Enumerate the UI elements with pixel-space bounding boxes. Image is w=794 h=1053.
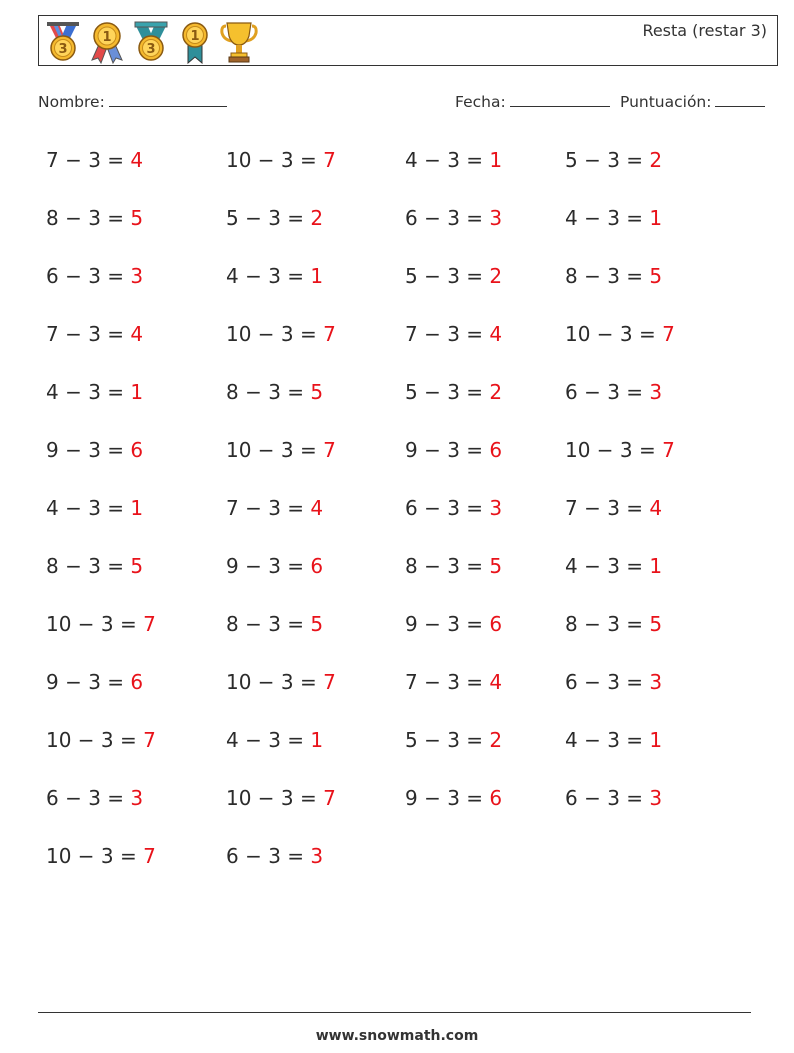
problem-question: 4 − 3 = — [46, 380, 131, 404]
problem-answer: 1 — [649, 206, 663, 230]
problem-question: 4 − 3 = — [46, 496, 131, 520]
problem-item — [405, 612, 502, 636]
svg-text:3: 3 — [146, 42, 156, 57]
problem-answer: 5 — [130, 554, 144, 578]
problem-question: 9 − 3 = — [405, 786, 490, 810]
problem-answer: 3 — [310, 844, 324, 868]
problem-item — [46, 206, 143, 230]
problem-question: 5 − 3 = — [405, 380, 490, 404]
problem-answer: 7 — [143, 844, 156, 868]
name-label: Nombre: — [38, 93, 105, 111]
problem-answer: 6 — [489, 438, 503, 462]
problem-item — [565, 438, 675, 462]
svg-text:3: 3 — [58, 42, 68, 57]
medal-1-ribbon-icon — [87, 20, 127, 64]
date-field — [455, 92, 610, 111]
problem-answer: 4 — [489, 670, 503, 694]
problem-answer: 3 — [489, 496, 503, 520]
problem-answer: 1 — [310, 264, 324, 288]
problem-answer: 7 — [143, 612, 156, 636]
problem-item — [226, 786, 336, 810]
problem-item — [405, 380, 502, 404]
svg-text:1: 1 — [190, 29, 200, 44]
medal-3-icon — [43, 20, 83, 64]
problem-question: 8 − 3 = — [226, 612, 311, 636]
problem-question: 6 − 3 = — [565, 786, 650, 810]
problem-item — [226, 380, 323, 404]
problem-question: 10 − 3 = — [226, 786, 324, 810]
problem-answer: 2 — [489, 380, 503, 404]
problem-item — [226, 670, 336, 694]
problem-answer: 7 — [662, 438, 675, 462]
problem-answer: 3 — [130, 264, 144, 288]
problem-answer: 3 — [649, 786, 663, 810]
problem-answer: 4 — [310, 496, 324, 520]
problem-item — [405, 322, 502, 346]
problem-answer: 4 — [649, 496, 663, 520]
problem-question: 9 − 3 = — [46, 670, 131, 694]
problem-answer: 1 — [310, 728, 324, 752]
problem-item — [226, 322, 336, 346]
problem-item — [565, 670, 662, 694]
problem-question: 10 − 3 = — [565, 438, 663, 462]
problem-item — [46, 148, 143, 172]
problem-item — [405, 670, 502, 694]
problem-answer: 7 — [323, 322, 336, 346]
problem-answer: 7 — [662, 322, 675, 346]
problem-item — [565, 728, 662, 752]
problem-item — [565, 612, 662, 636]
name-field — [38, 92, 227, 111]
problem-item — [405, 786, 502, 810]
problem-answer: 6 — [489, 612, 503, 636]
problem-question: 4 − 3 = — [226, 264, 311, 288]
problem-question: 6 − 3 = — [565, 670, 650, 694]
problem-question: 8 − 3 = — [405, 554, 490, 578]
problem-item — [565, 554, 662, 578]
problem-item — [226, 844, 323, 868]
problem-question: 5 − 3 = — [405, 728, 490, 752]
problem-item — [226, 496, 323, 520]
problem-answer: 7 — [323, 670, 336, 694]
date-blank[interactable] — [510, 92, 610, 107]
problem-answer: 7 — [143, 728, 156, 752]
problem-question: 10 − 3 = — [226, 148, 324, 172]
problem-answer: 1 — [489, 148, 503, 172]
problem-item — [226, 728, 323, 752]
problem-answer: 5 — [489, 554, 503, 578]
problem-question: 6 − 3 = — [46, 786, 131, 810]
problem-answer: 6 — [310, 554, 324, 578]
problem-item — [565, 264, 662, 288]
problem-question: 5 − 3 = — [565, 148, 650, 172]
problem-question: 10 − 3 = — [226, 670, 324, 694]
problem-answer: 5 — [310, 612, 324, 636]
problem-item — [46, 438, 143, 462]
worksheet-header — [38, 15, 778, 66]
problem-answer: 6 — [130, 438, 144, 462]
problem-item — [405, 496, 502, 520]
problem-item — [226, 438, 336, 462]
problem-answer: 4 — [489, 322, 503, 346]
problem-item — [226, 612, 323, 636]
score-blank[interactable] — [715, 92, 765, 107]
problem-answer: 2 — [310, 206, 324, 230]
problem-item — [226, 148, 336, 172]
problem-question: 5 − 3 = — [226, 206, 311, 230]
trophy-icon — [219, 20, 259, 64]
svg-text:1: 1 — [102, 30, 112, 45]
problem-item — [226, 206, 323, 230]
problem-answer: 2 — [489, 264, 503, 288]
problem-question: 9 − 3 = — [226, 554, 311, 578]
problem-answer: 5 — [130, 206, 144, 230]
problem-item — [226, 264, 323, 288]
problem-answer: 3 — [489, 206, 503, 230]
problem-item — [565, 206, 662, 230]
problem-item — [46, 264, 143, 288]
problem-question: 4 − 3 = — [405, 148, 490, 172]
problem-item — [565, 496, 662, 520]
problem-item — [565, 322, 675, 346]
problem-item — [46, 728, 156, 752]
problem-answer: 4 — [130, 148, 144, 172]
problem-question: 8 − 3 = — [46, 554, 131, 578]
problem-answer: 7 — [323, 786, 336, 810]
problem-question: 7 − 3 = — [46, 148, 131, 172]
problem-question: 4 − 3 = — [565, 206, 650, 230]
problem-answer: 4 — [130, 322, 144, 346]
problem-question: 9 − 3 = — [46, 438, 131, 462]
problem-question: 8 − 3 = — [46, 206, 131, 230]
problem-question: 4 − 3 = — [565, 554, 650, 578]
problem-answer: 5 — [649, 264, 663, 288]
problem-question: 6 − 3 = — [226, 844, 311, 868]
problem-question: 6 − 3 = — [46, 264, 131, 288]
problem-question: 10 − 3 = — [46, 844, 144, 868]
problem-answer: 1 — [649, 728, 663, 752]
problem-item — [405, 728, 502, 752]
score-field — [620, 92, 765, 111]
problem-item — [46, 322, 143, 346]
problem-answer: 6 — [130, 670, 144, 694]
problem-item — [565, 380, 662, 404]
problem-answer: 1 — [130, 380, 144, 404]
award-icons — [43, 20, 259, 64]
problem-question: 7 − 3 = — [565, 496, 650, 520]
problem-question: 10 − 3 = — [226, 438, 324, 462]
problem-answer: 3 — [649, 670, 663, 694]
medal-1-bookmark-icon — [175, 20, 215, 64]
problem-item — [46, 844, 156, 868]
problem-question: 6 − 3 = — [565, 380, 650, 404]
problem-question: 7 − 3 = — [226, 496, 311, 520]
problem-question: 10 − 3 = — [46, 728, 144, 752]
problem-item — [565, 786, 662, 810]
problem-item — [405, 206, 502, 230]
date-label: Fecha: — [455, 93, 506, 111]
problem-question: 8 − 3 = — [565, 264, 650, 288]
problem-question: 8 − 3 = — [565, 612, 650, 636]
problem-answer: 7 — [323, 438, 336, 462]
problem-answer: 7 — [323, 148, 336, 172]
problem-item — [405, 554, 502, 578]
problem-question: 6 − 3 = — [405, 206, 490, 230]
problem-question: 5 − 3 = — [405, 264, 490, 288]
problem-item — [405, 264, 502, 288]
problem-question: 10 − 3 = — [46, 612, 144, 636]
problem-item — [46, 496, 143, 520]
problem-item — [46, 670, 143, 694]
problem-item — [46, 786, 143, 810]
score-label: Puntuación: — [620, 93, 712, 111]
problem-question: 10 − 3 = — [226, 322, 324, 346]
problem-answer: 3 — [649, 380, 663, 404]
problem-question: 4 − 3 = — [226, 728, 311, 752]
problem-item — [46, 612, 156, 636]
problem-answer: 1 — [649, 554, 663, 578]
problem-question: 6 − 3 = — [405, 496, 490, 520]
problem-item — [405, 148, 502, 172]
problem-question: 4 − 3 = — [565, 728, 650, 752]
name-blank[interactable] — [109, 92, 227, 107]
footer-divider — [38, 1012, 751, 1013]
problem-item — [226, 554, 323, 578]
problem-answer: 5 — [310, 380, 324, 404]
problem-question: 9 − 3 = — [405, 438, 490, 462]
problem-item — [405, 438, 502, 462]
problem-answer: 6 — [489, 786, 503, 810]
footer-url: www.snowmath.com — [315, 1028, 479, 1044]
problem-answer: 5 — [649, 612, 663, 636]
problem-question: 7 − 3 = — [405, 670, 490, 694]
problem-question: 10 − 3 = — [565, 322, 663, 346]
problem-question: 8 − 3 = — [226, 380, 311, 404]
problem-answer: 2 — [489, 728, 503, 752]
problem-question: 7 − 3 = — [405, 322, 490, 346]
problem-item — [46, 554, 143, 578]
problem-question: 9 − 3 = — [405, 612, 490, 636]
problem-answer: 2 — [649, 148, 663, 172]
problem-question: 7 − 3 = — [46, 322, 131, 346]
problem-item — [46, 380, 143, 404]
problem-item — [565, 148, 662, 172]
medal-3-icon — [131, 20, 171, 64]
problem-answer: 1 — [130, 496, 144, 520]
problem-answer: 3 — [130, 786, 144, 810]
worksheet-title: Resta (restar 3) — [642, 21, 767, 40]
